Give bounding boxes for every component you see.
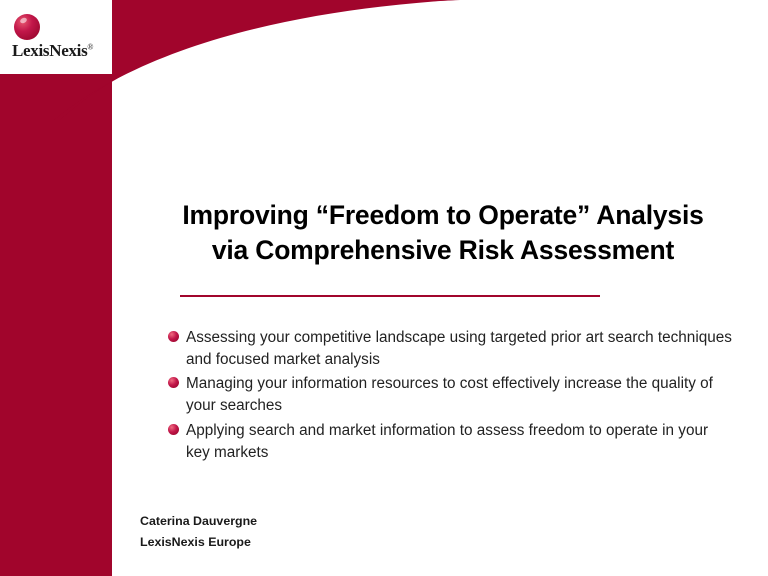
title-divider (180, 295, 600, 297)
presenter-name: Caterina Dauvergne (140, 514, 258, 529)
list-item-text: Managing your information resources to cost effectively increase the quality of your searches (186, 375, 713, 415)
title-line-2: via Comprehensive Risk Assessment (211, 234, 675, 265)
registered-trademark-icon: ® (87, 42, 94, 52)
lexisnexis-logo (10, 14, 114, 70)
list-item-text: Applying search and market information to assess freedom to operate in your key markets (186, 421, 709, 461)
title-line-1: Improving “Freedom to Operate” Analysis (182, 200, 704, 230)
list-item (166, 327, 736, 370)
bullet-list (166, 327, 736, 466)
bullet-dot-icon (168, 331, 179, 342)
page-title (136, 198, 750, 268)
presenter-organisation: LexisNexis Europe (140, 534, 251, 549)
list-item (166, 420, 736, 463)
logo-wordmark-text: LexisNexis (12, 41, 88, 60)
lexisnexis-globe-icon (14, 14, 40, 40)
slide-footer (140, 511, 257, 552)
list-item-text: Assessing your competitive landscape using targeted prior art search techniques and focused market analysis (186, 329, 732, 368)
logo-wordmark (12, 41, 93, 61)
bullet-dot-icon (168, 424, 179, 435)
bullet-dot-icon (168, 377, 179, 388)
list-item (166, 373, 736, 416)
